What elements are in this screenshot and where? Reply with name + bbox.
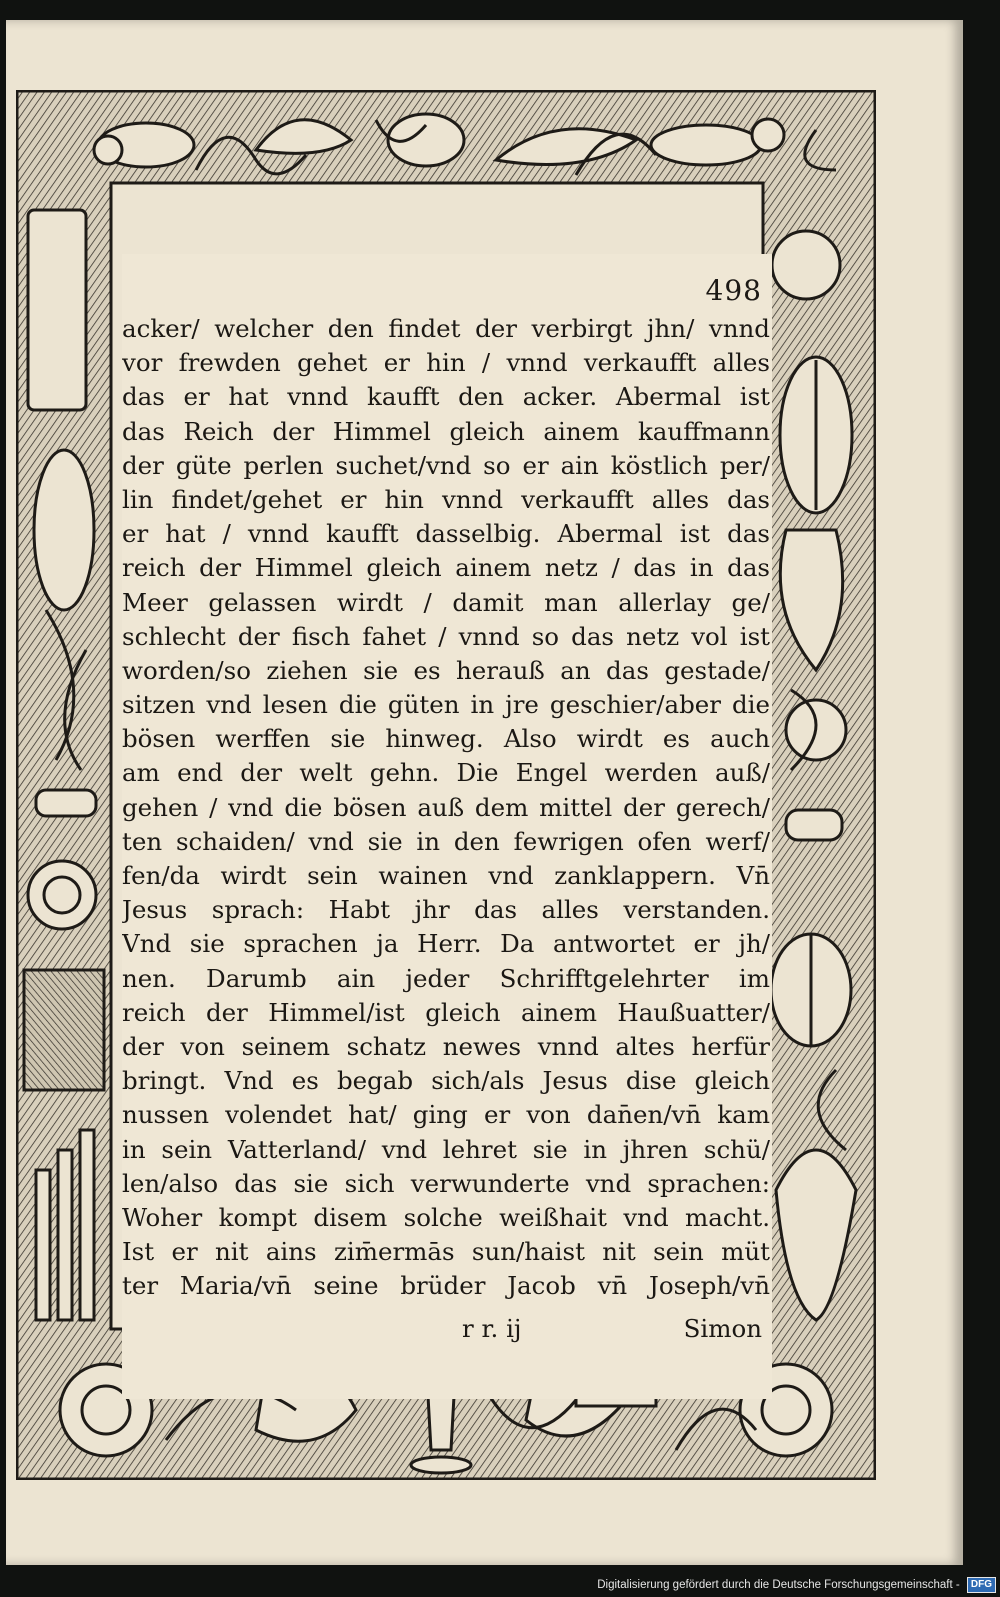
text-line: Woher kompt disem solche weißhait vnd macht. xyxy=(122,1202,770,1232)
text-line: das Reich der Himmel gleich ainem kauffmann xyxy=(122,416,770,446)
text-line: Meer gelassen wirdt / damit man allerlay ge/ xyxy=(122,587,770,617)
catchword: Simon xyxy=(683,1314,762,1343)
digitization-credit xyxy=(597,1575,996,1595)
text-line: der von seinem schatz newes vnnd altes herfür xyxy=(122,1031,770,1061)
text-line: vor frewden gehet er hin / vnnd verkaufft alles xyxy=(122,348,770,378)
text-line: er hat / vnnd kaufft dasselbig. Abermal ist das xyxy=(122,519,770,549)
text-line: nussen volendet hat/ ging er von dan̄en/vn̄ kam xyxy=(122,1100,770,1130)
text-line: ten schaiden/ vnd sie in den fewrigen ofen werf/ xyxy=(122,826,770,856)
text-line: der güte perlen suchet/vnd so er ain köstlich per/ xyxy=(122,450,770,480)
text-line: Vnd sie sprachen ja Herr. Da antwortet er jh/ xyxy=(122,929,770,959)
text-block xyxy=(122,254,772,1399)
text-line: worden/so ziehen sie es herauß an das gestade/ xyxy=(122,655,770,685)
text-line: Jesus sprach: Habt jhr das alles verstanden. xyxy=(122,895,770,925)
text-line: ter Maria/vn̄ seine brüder Jacob vn̄ Joseph/vn̄ xyxy=(122,1271,770,1301)
book-page xyxy=(6,20,963,1565)
text-line: fen/da wirdt sein wainen vnd zanklappern. Vn̄ xyxy=(122,861,770,890)
text-line: bösen werffen sie hinweg. Also wirdt es auch xyxy=(122,724,770,754)
text-line: am end der welt gehn. Die Engel werden auß/ xyxy=(122,758,770,788)
text-line: bringt. Vnd es begab sich/als Jesus dise gleich xyxy=(122,1066,770,1096)
signature-mark: r r. ij xyxy=(462,1314,522,1343)
text-line: Ist er nit ains zim̄ermās sun/haist nit sein müt xyxy=(122,1237,770,1267)
text-line: schlecht der fisch fahet / vnnd so das netz vol ist xyxy=(122,621,770,651)
woodcut-border xyxy=(16,90,876,1480)
credit-text: Digitalisierung gefördert durch die Deutsche Forschungsgemeinschaft - xyxy=(597,1579,960,1591)
text-line: reich der Himmel/ist gleich ainem Haußuatter/ xyxy=(122,997,770,1027)
text-line: sitzen vnd lesen die güten in jre geschier/aber die xyxy=(122,690,770,720)
text-line: lin findet/gehet er hin vnnd verkaufft alles das xyxy=(122,484,770,514)
text-line: reich der Himmel gleich ainem netz / das in das xyxy=(122,553,770,583)
page-number: 498 xyxy=(705,274,762,307)
text-lines xyxy=(122,312,770,1303)
text-line: nen. Darumb ain jeder Schrifftgelehrter im xyxy=(122,963,770,993)
dfg-logo: DFG xyxy=(967,1577,996,1593)
text-line: acker/ welcher den findet der verbirgt jhn/ vnnd xyxy=(122,314,770,343)
text-line: das er hat vnnd kaufft den acker. Abermal ist xyxy=(122,382,770,412)
text-line: len/also das sie sich verwunderte vnd sprachen: xyxy=(122,1168,770,1198)
text-line: gehen / vnd die bösen auß dem mittel der gerech/ xyxy=(122,792,770,822)
text-line: in sein Vatterland/ vnd lehret sie in jhren schü/ xyxy=(122,1134,770,1164)
page-foot xyxy=(122,1314,770,1354)
